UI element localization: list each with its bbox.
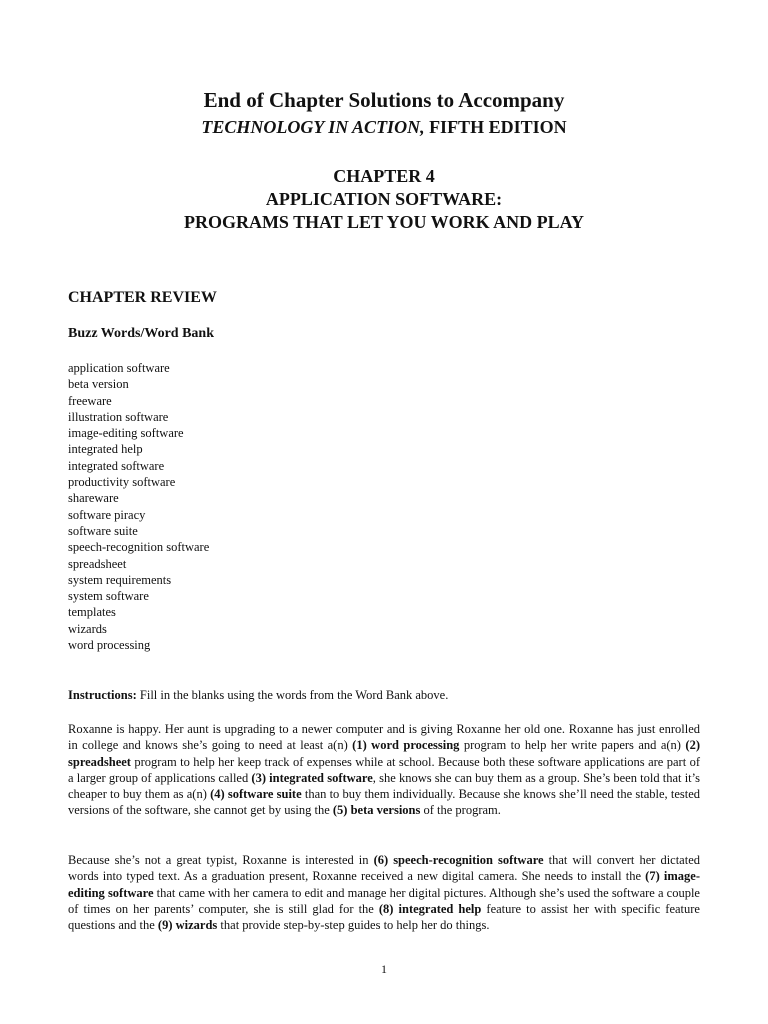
word-bank-item: image-editing software	[68, 426, 184, 441]
book-title: TECHNOLOGY IN ACTION,	[201, 117, 425, 137]
answer-9: (9) wizards	[157, 918, 218, 933]
chapter-title-line-2: PROGRAMS THAT LET YOU WORK AND PLAY	[183, 212, 585, 232]
paragraph-text: than to buy them individually. Because she knows she’ll need the stable, tested versions of the software, she cannot get by using the	[68, 787, 701, 818]
instructions-label: Instructions:	[68, 688, 137, 702]
answer-8: (8) integrated help	[378, 901, 482, 916]
word-bank-item: software suite	[68, 523, 138, 538]
book-title-line	[0, 117, 768, 138]
answer-2: (2) spreadsheet	[68, 738, 700, 769]
paragraph-text: program to help her write papers and a(n)	[459, 738, 686, 753]
word-bank-heading: Buzz Words/Word Bank	[68, 326, 215, 341]
document-title: End of Chapter Solutions to Accompany	[203, 88, 565, 112]
answer-6: (6) speech-recognition software	[373, 853, 544, 867]
paragraph-text: , she knows she can buy them as a group. She’s been told that it’s cheaper to buy them as a(n)	[68, 770, 700, 802]
page-number: 1	[381, 962, 387, 976]
instructions-text: Fill in the blanks using the words from the Word Bank above.	[136, 688, 449, 702]
paragraph-text: that came with her camera to edit and manage her digital pictures. Although she’s used the software a couple of times on her parents’ computer, she is still glad for the	[68, 885, 700, 916]
paragraph-text: program to help her keep track of expenses while at school. Because both these software applications are part of a larger group of applications called	[68, 754, 700, 785]
answer-4: (4) software suite	[210, 787, 302, 802]
word-bank-item: shareware	[68, 491, 119, 506]
word-bank-item: productivity software	[68, 475, 176, 490]
word-bank-list	[68, 360, 209, 653]
word-bank-item: beta version	[68, 377, 129, 392]
word-bank-item: software piracy	[68, 507, 146, 522]
exercise-paragraph-1	[68, 721, 700, 819]
instructions-paragraph	[68, 687, 700, 703]
chapter-title-line-1: APPLICATION SOFTWARE:	[265, 189, 503, 209]
chapter-review-heading: CHAPTER REVIEW	[68, 289, 217, 306]
paragraph-text: that will convert her dictated words into typed text. As a graduation present, Roxanne received a new digital camera. She needs to install the	[68, 853, 701, 884]
chapter-number: CHAPTER 4	[333, 166, 435, 186]
word-bank-item: system requirements	[68, 572, 172, 587]
paragraph-text: Because she’s not a great typist, Roxanne is interested in	[68, 853, 374, 867]
word-bank-item: wizards	[68, 621, 107, 636]
chapter-heading	[0, 165, 768, 234]
word-bank-item: freeware	[68, 393, 112, 408]
word-bank-item: speech-recognition software	[68, 540, 210, 555]
answer-1: (1) word processing	[352, 738, 460, 753]
paragraph-text: Roxanne is happy. Her aunt is upgrading to a newer computer and is giving Roxanne her old one. Roxanne has just enrolled in college and knows she’s going to need at least a(n)	[68, 722, 700, 753]
answer-5: (5) beta versions	[332, 803, 421, 818]
word-bank-item: templates	[68, 605, 116, 620]
word-bank-item: system software	[68, 589, 149, 604]
exercise-paragraph-2	[68, 852, 700, 933]
answer-3: (3) integrated software	[251, 770, 373, 785]
word-bank-item: integrated software	[68, 458, 165, 473]
word-bank-item: word processing	[68, 638, 151, 653]
word-bank-item: spreadsheet	[68, 556, 127, 571]
paragraph-text: feature to assist her with specific feature questions and the	[68, 901, 700, 933]
edition-label: FIFTH EDITION	[424, 117, 567, 137]
word-bank-item: integrated help	[68, 442, 143, 457]
paragraph-text: that provide step-by-step guides to help her do things.	[217, 918, 490, 933]
word-bank-item: application software	[68, 361, 170, 375]
answer-7: (7) image-editing software	[68, 869, 701, 900]
word-bank-item: illustration software	[68, 409, 169, 424]
paragraph-text: of the program.	[420, 803, 501, 818]
